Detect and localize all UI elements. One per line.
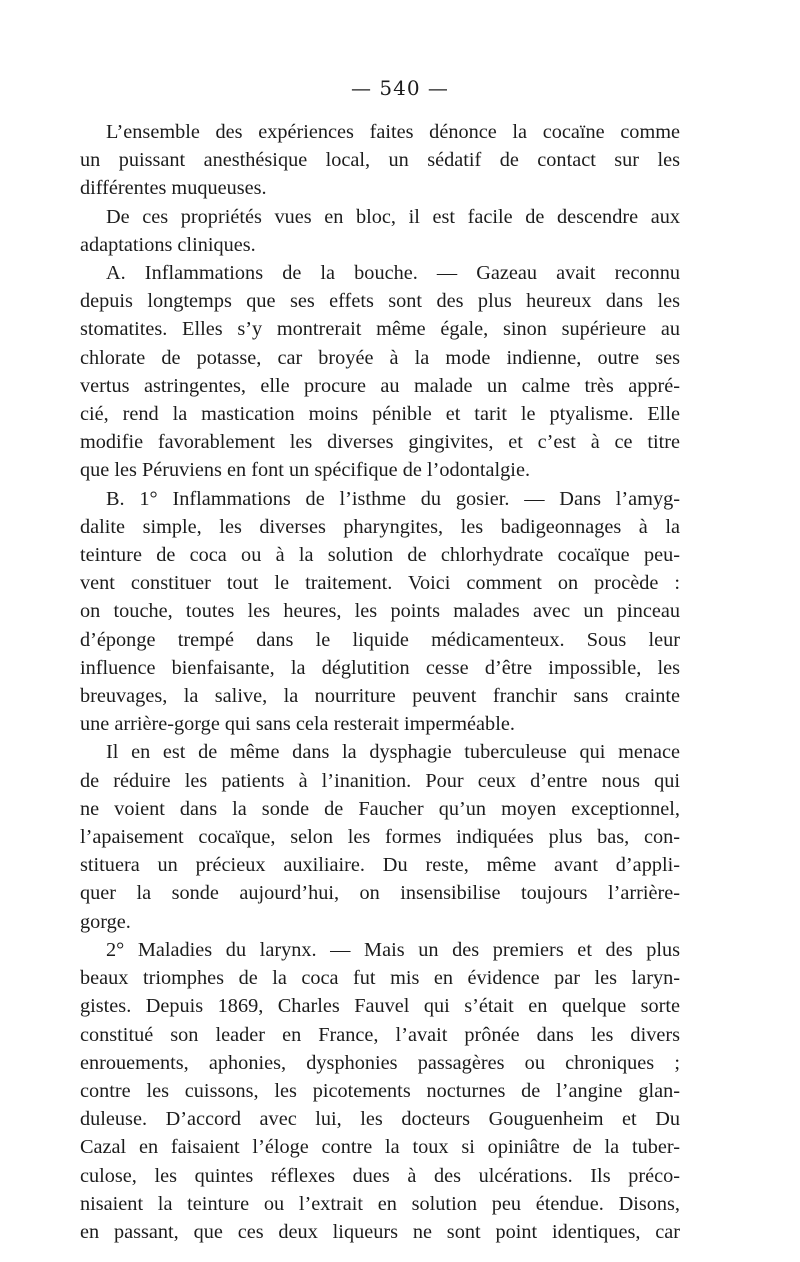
text-line: 2° Maladies du larynx. — Mais un des premiers et des plus	[106, 938, 680, 961]
text-line: chlorate de potasse, car broyée à la mode indienne, outre ses	[80, 346, 680, 369]
text-line: gorge.	[80, 910, 131, 933]
text-line: dalite simple, les diverses pharyngites, les badigeonnages à la	[80, 515, 680, 538]
text-line: de réduire les patients à l’inanition. Pour ceux d’entre nous qui	[80, 769, 680, 792]
text-line: A. Inflammations de la bouche. — Gazeau avait reconnu	[106, 262, 680, 285]
text-line: modifie favorablement les diverses gingivites, et c’est à ce titre	[80, 431, 680, 454]
text-line: gistes. Depuis 1869, Charles Fauvel qui s’était en quelque sorte	[80, 995, 680, 1018]
text-line: teinture de coca ou à la solution de chlorhydrate cocaïque peu-	[80, 544, 680, 567]
text-line: quer la sonde aujourd’hui, on insensibilise toujours l’arrière-	[80, 882, 680, 905]
text-line: vertus astringentes, elle procure au malade un calme très appré-	[80, 374, 680, 397]
text-line: cié, rend la mastication moins pénible et tarit le ptyalisme. Elle	[80, 403, 680, 426]
text-line: Cazal en faisaient l’éloge contre la toux si opiniâtre de la tuber-	[80, 1136, 680, 1159]
text-line: influence bienfaisante, la déglutition cesse d’être impossible, les	[80, 656, 680, 679]
text-line: on touche, toutes les heures, les points malades avec un pinceau	[80, 600, 680, 623]
text-line: culose, les quintes réflexes dues à des ulcérations. Ils préco-	[80, 1164, 680, 1187]
page-number: — 540 —	[351, 76, 449, 100]
text-line: enrouements, aphonies, dysphonies passagères ou chroniques ;	[80, 1051, 680, 1074]
text-line: contre les cuissons, les picotements nocturnes de l’angine glan-	[80, 1079, 680, 1102]
text-line: une arrière-gorge qui sans cela resterait imperméable.	[80, 713, 515, 736]
text-line: duleuse. D’accord avec lui, les docteurs Gouguenheim et Du	[80, 1108, 680, 1131]
text-line: beaux triomphes de la coca fut mis en évidence par les laryn-	[80, 967, 680, 990]
text-line: vent constituer tout le traitement. Voici comment on procède :	[80, 572, 680, 595]
text-line: L’ensemble des expériences faites dénonce la cocaïne comme	[106, 121, 680, 143]
text-line: d’éponge trempé dans le liquide médicamenteux. Sous leur	[80, 628, 680, 651]
text-line: en passant, que ces deux liqueurs ne sont point identiques, car	[80, 1220, 680, 1243]
text-line: différentes muqueuses.	[80, 177, 267, 200]
text-line: un puissant anesthésique local, un sédatif de contact sur les	[80, 149, 680, 172]
text-line: nisaient la teinture ou l’extrait en solution peu étendue. Disons,	[80, 1192, 680, 1215]
text-line: adaptations cliniques.	[80, 233, 256, 256]
text-line: l’apaisement cocaïque, selon les formes indiquées plus bas, con-	[80, 826, 680, 849]
text-line: Il en est de même dans la dysphagie tuberculeuse qui menace	[106, 741, 680, 764]
body-text	[80, 118, 680, 1246]
text-line: que les Péruviens en font un spécifique de l’odontalgie.	[80, 459, 531, 482]
text-line: stomatites. Elles s’y montrerait même égale, sinon supérieure au	[80, 318, 680, 341]
text-line: B. 1° Inflammations de l’isthme du gosier. — Dans l’amyg-	[106, 487, 680, 510]
text-line: stituera un précieux auxiliaire. Du reste, même avant d’appli-	[80, 854, 680, 877]
text-line: breuvages, la salive, la nourriture peuvent franchir sans crainte	[80, 685, 680, 708]
text-line: De ces propriétés vues en bloc, il est facile de descendre aux	[106, 205, 680, 228]
text-line: ne voient dans la sonde de Faucher qu’un moyen exceptionnel,	[80, 797, 680, 820]
text-line: depuis longtemps que ses effets sont des plus heureux dans les	[80, 290, 680, 313]
text-line: constitué son leader en France, l’avait prônée dans les divers	[80, 1023, 680, 1046]
